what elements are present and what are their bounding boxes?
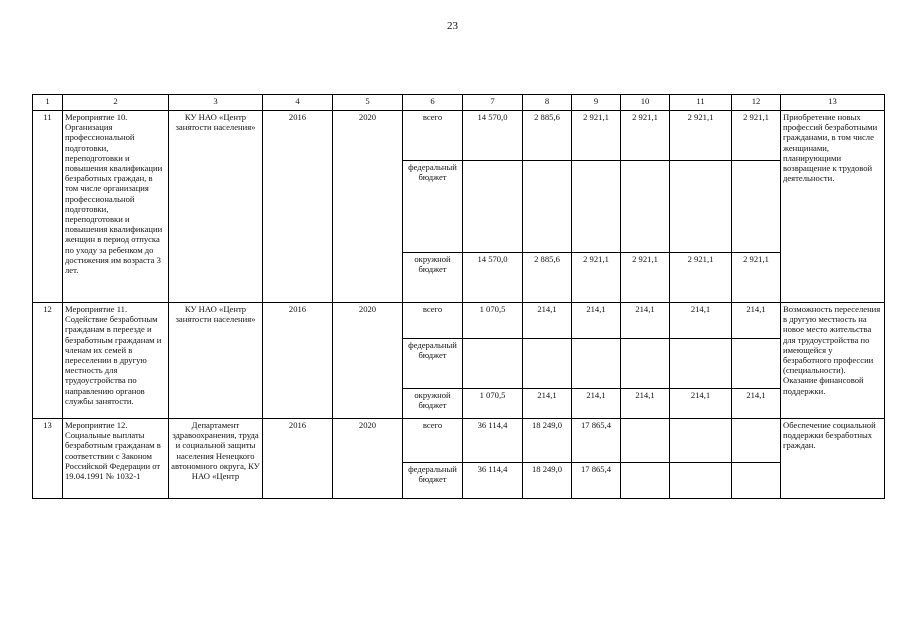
table-row [33, 419, 885, 463]
amount-cell [572, 339, 621, 389]
amount-cell: 2 885,6 [523, 111, 572, 161]
executor: КУ НАО «Центр занятости населения» [169, 111, 263, 303]
start-year: 2016 [263, 111, 333, 303]
amount-cell: 214,1 [670, 389, 732, 419]
table-row [33, 111, 885, 161]
amount-cell: 18 249,0 [523, 463, 572, 499]
amount-cell: 14 570,0 [463, 111, 523, 161]
header-cell: 11 [670, 95, 732, 111]
amount-cell: 36 114,4 [463, 419, 523, 463]
amount-cell [670, 161, 732, 253]
executor: Департамент здравоохранения, труда и социальной защиты населения Ненецкого автономного округа, КУ НАО «Центр [169, 419, 263, 499]
end-year: 2020 [333, 111, 403, 303]
amount-cell [621, 161, 670, 253]
header-cell: 12 [732, 95, 781, 111]
header-cell: 3 [169, 95, 263, 111]
amount-cell [670, 463, 732, 499]
header-cell: 2 [63, 95, 169, 111]
amount-cell: 2 921,1 [572, 253, 621, 303]
amount-cell [572, 161, 621, 253]
amount-cell: 14 570,0 [463, 253, 523, 303]
start-year: 2016 [263, 303, 333, 419]
amount-cell: 214,1 [670, 303, 732, 339]
amount-cell: 2 921,1 [572, 111, 621, 161]
amount-cell [523, 339, 572, 389]
amount-cell [621, 419, 670, 463]
amount-cell [463, 339, 523, 389]
amount-cell: 214,1 [621, 303, 670, 339]
amount-cell: 17 865,4 [572, 463, 621, 499]
table-row [33, 303, 885, 339]
header-cell: 8 [523, 95, 572, 111]
amount-cell: 2 921,1 [670, 253, 732, 303]
end-year: 2020 [333, 419, 403, 499]
amount-cell [463, 161, 523, 253]
amount-cell: 214,1 [523, 389, 572, 419]
funding-source: федеральный бюджет [403, 161, 463, 253]
amount-cell [670, 419, 732, 463]
amount-cell: 2 885,6 [523, 253, 572, 303]
amount-cell: 2 921,1 [670, 111, 732, 161]
expected-result: Обеспечение социальной поддержки безработных граждан. [781, 419, 885, 499]
amount-cell: 214,1 [523, 303, 572, 339]
amount-cell [732, 339, 781, 389]
event-name: Мероприятие 12. Социальные выплаты безработным гражданам в соответствии с Законом Российской Федерации от 19.04.1991 № 1032-1 [63, 419, 169, 499]
header-cell: 6 [403, 95, 463, 111]
amount-cell [523, 161, 572, 253]
amount-cell: 214,1 [732, 303, 781, 339]
page-number: 23 [447, 20, 458, 32]
expected-result: Возможность переселения в другую местность на новое место жительства для трудоустройства по имеющейся у безработного профессии (специальности). Оказание финансовой поддержки. [781, 303, 885, 419]
amount-cell [732, 419, 781, 463]
start-year: 2016 [263, 419, 333, 499]
funding-source: всего [403, 111, 463, 161]
amount-cell [621, 463, 670, 499]
amount-cell: 214,1 [621, 389, 670, 419]
row-number: 12 [33, 303, 63, 419]
header-row [33, 95, 885, 111]
header-cell: 5 [333, 95, 403, 111]
event-name: Мероприятие 11. Содействие безработным гражданам в переезде и безработным гражданам и членам их семей в переселении в другую местность для трудоустройства по направлению органов службы занятости. [63, 303, 169, 419]
amount-cell [670, 339, 732, 389]
amount-cell: 2 921,1 [732, 253, 781, 303]
expected-result: Приобретение новых профессий безработными гражданами, в том числе женщинами, планирующими возвращение к трудовой деятельности. [781, 111, 885, 303]
amount-cell [732, 161, 781, 253]
amount-cell: 214,1 [572, 389, 621, 419]
end-year: 2020 [333, 303, 403, 419]
header-cell: 10 [621, 95, 670, 111]
row-number: 13 [33, 419, 63, 499]
header-cell: 9 [572, 95, 621, 111]
amount-cell [621, 339, 670, 389]
funding-source: всего [403, 419, 463, 463]
funding-source: федеральный бюджет [403, 339, 463, 389]
header-cell: 13 [781, 95, 885, 111]
funding-source: окружной бюджет [403, 389, 463, 419]
amount-cell: 2 921,1 [732, 111, 781, 161]
header-cell: 4 [263, 95, 333, 111]
amount-cell [732, 463, 781, 499]
amount-cell: 2 921,1 [621, 111, 670, 161]
funding-source: всего [403, 303, 463, 339]
amount-cell: 1 070,5 [463, 389, 523, 419]
amount-cell: 214,1 [572, 303, 621, 339]
funding-source: федеральный бюджет [403, 463, 463, 499]
executor: КУ НАО «Центр занятости населения» [169, 303, 263, 419]
funding-source: окружной бюджет [403, 253, 463, 303]
amount-cell: 17 865,4 [572, 419, 621, 463]
header-cell: 7 [463, 95, 523, 111]
row-number: 11 [33, 111, 63, 303]
program-table [32, 94, 885, 499]
amount-cell: 36 114,4 [463, 463, 523, 499]
event-name: Мероприятие 10. Организация профессиональной подготовки, переподготовки и повышения квалификации безработных граждан, в том числе организация профессиональной подготовки, переподготовки и повышения квалификации женщин в период отпуска по уходу за ребенком до достижения им возраста 3 лет. [63, 111, 169, 303]
amount-cell: 214,1 [732, 389, 781, 419]
header-cell: 1 [33, 95, 63, 111]
amount-cell: 1 070,5 [463, 303, 523, 339]
amount-cell: 2 921,1 [621, 253, 670, 303]
amount-cell: 18 249,0 [523, 419, 572, 463]
